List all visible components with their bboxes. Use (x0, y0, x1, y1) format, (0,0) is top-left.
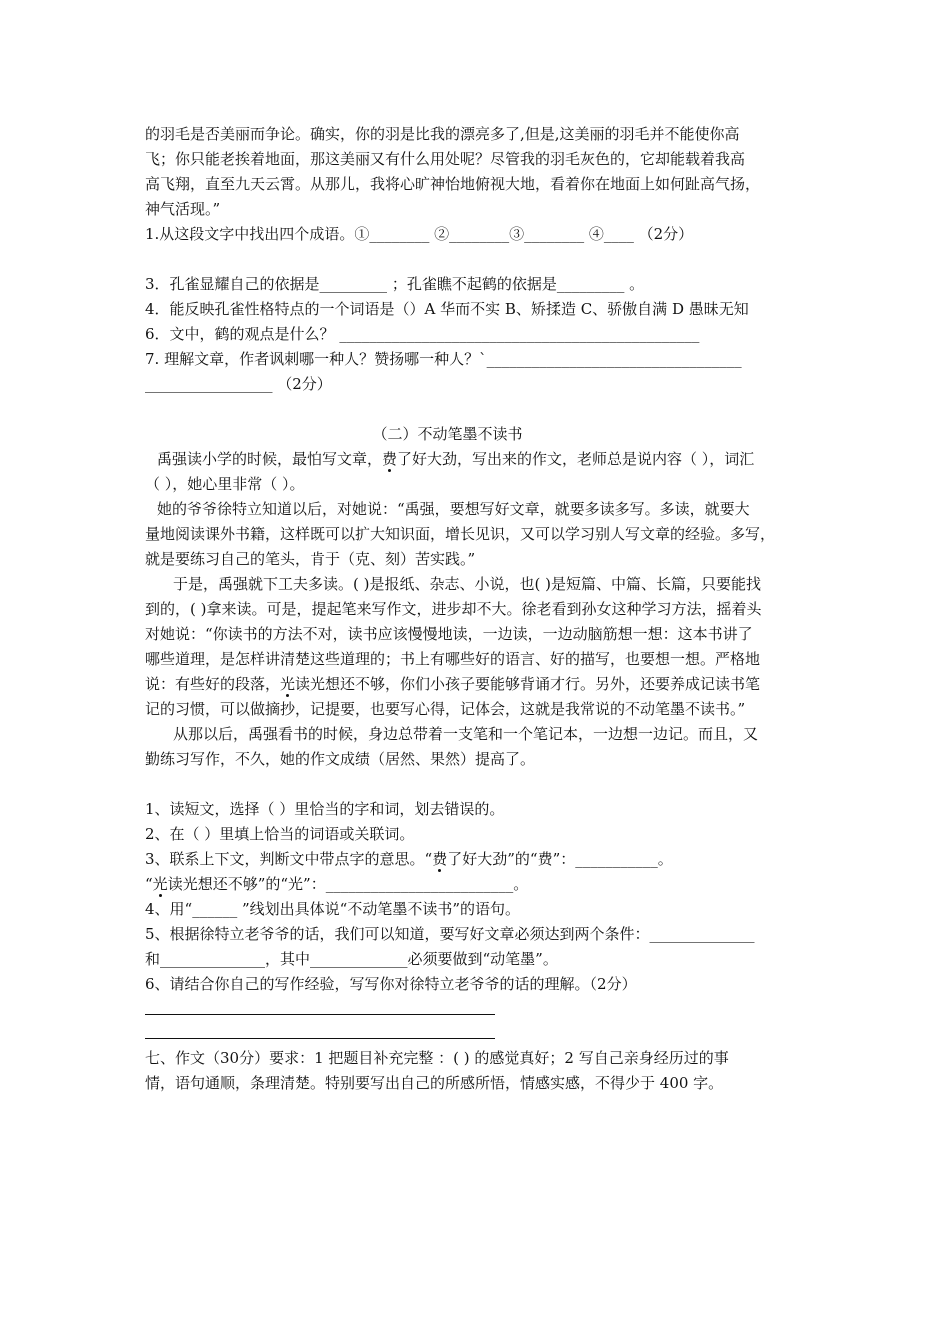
passage-2-line (145, 447, 810, 472)
question-7-satire: 7. 理解文章，作者讽刺哪一种人？赞扬哪一种人？`__________________________________ (145, 350, 742, 368)
question-2-5-continued: 和______________，其中_____________必须要做到“动笔墨”。 (145, 950, 558, 968)
dotted-character: 费 (432, 850, 448, 868)
composition-section (145, 1046, 810, 1096)
question-2-2: 2、在（ ）里填上恰当的词语或关联词。 (145, 825, 415, 843)
question-7-continued: _________________ （2分） (145, 375, 332, 393)
question-3-peacock-basis: 3．孔雀显耀自己的依据是_________ ；孔雀瞧不起鹤的依据是_________ 。 (145, 275, 645, 293)
dotted-character: 光 (152, 875, 168, 893)
text-segment: 读光想还不够”的“光”：_________________________。 (167, 875, 529, 893)
question-6-crane-view: 6．文中，鹤的观点是什么？ ________________________________________________ (145, 325, 700, 343)
composition-line: 情，语句通顺，条理清楚。特别要写出自己的所感所悟，情感实感，不得少于 400 字。 (145, 1074, 724, 1092)
passage-2-line: 就是要练习自己的笔头，肯于（克、刻）苦实践。” (145, 550, 476, 568)
passage-2-line: 于是，禹强就下工夫多读。( )是报纸、杂志、小说，也( )是短篇、中篇、长篇，只要能找 (173, 575, 761, 593)
passage-1-line: 神气活现。” (145, 200, 221, 218)
passage-2-line: 对她说：“你读书的方法不对，读书应该慢慢地读，一边读，一边动脑筋想一想：这本书讲了 (145, 625, 753, 643)
question-2-3-continued (145, 872, 810, 897)
text-segment: 3、联系上下文，判断文中带点字的意思。“ (145, 850, 433, 868)
text-segment: 了好大劲，写出来的作文，老师总是说内容（ ），词汇 (397, 450, 755, 468)
passage-2-line: 勤练习写作，不久，她的作文成绩（居然、果然）提高了。 (145, 750, 536, 768)
text-segment: 读光想还不够，你们小孩子要能够背诵才行。另外，还要养成记读书笔 (295, 675, 761, 693)
passage-2-line: 从那以后，禹强看书的时候，身边总带着一支笔和一个笔记本，一边想一边记。而且，又 (173, 725, 759, 743)
question-4-character-word: 4．能反映孔雀性格特点的一个词语是（）A 华而不实 B、矫揉造 C、骄傲自满 D 愚昧无知 (145, 300, 749, 318)
answer-line[interactable] (145, 1014, 495, 1015)
text-segment: 说：有些好的段落， (145, 675, 281, 693)
passage-2-line: 到的，( )拿来读。可是，提起笔来写作文，进步却不大。徐老看到孙女这种学习方法，摇着头 (145, 600, 762, 618)
passage-1-line: 飞；你只能老挨着地面，那这美丽又有什么用处呢？尽管我的羽毛灰色的，它却能载着我高 (145, 150, 746, 168)
passage-2-line: （ ），她心里非常（ ）。 (145, 475, 305, 493)
text-segment: 了好大劲”的“费”：___________。 (447, 850, 673, 868)
dotted-character: 费 (382, 450, 398, 468)
passage-2-line: 记的习惯，可以做摘抄，记提要，也要写心得，记体会，这就是我常说的不动笔墨不读书。” (145, 700, 746, 718)
passage-1-line: 的羽毛是否美丽而争论。确实，你的羽是比我的漂亮多了,但是,这美丽的羽毛并不能使你高 (145, 125, 740, 143)
passage-2-title: （二）不动笔墨不读书 (372, 425, 523, 443)
passage-2-line: 她的爷爷徐特立知道以后，对她说：“禹强，要想写好文章，就要多读多写。多读，就要大 (157, 500, 750, 518)
composition-line: 七、作文（30分）要求：1 把题目补充完整 ：( ) 的感觉真好；2 写自己亲身经历过的事 (145, 1049, 729, 1067)
text-segment: 禹强读小学的时候，最怕写文章， (157, 450, 383, 468)
passage-2-line: 哪些道理，是怎样讲清楚这些道理的；书上有哪些好的语言、好的描写，也要想一想。严格地 (145, 650, 761, 668)
dotted-character: 光 (280, 675, 296, 693)
passage-2-line: 量地阅读课外书籍，这样既可以扩大知识面，增长见识，又可以学习别人写文章的经验。多写， (145, 525, 776, 543)
question-2-3 (145, 847, 810, 872)
exam-page (145, 122, 810, 997)
passage-2-line (145, 672, 810, 697)
question-1-idioms: 1.从这段文字中找出四个成语。①________ ②________③________ ④____ （2分） (145, 225, 694, 243)
answer-line[interactable] (145, 1038, 495, 1039)
question-2-5: 5、根据徐特立老爷爷的话，我们可以知道，要写好文章必须达到两个条件：______________ (145, 925, 755, 943)
question-2-4: 4、用“______ ”线划出具体说“不动笔墨不读书”的语句。 (145, 900, 520, 918)
passage-1 (145, 122, 810, 222)
text-segment: “ (145, 875, 153, 893)
questions-2 (145, 797, 810, 997)
passage-2 (145, 447, 810, 772)
question-2-1: 1、读短文，选择（ ）里恰当的字和词，划去错误的。 (145, 800, 505, 818)
question-2-6: 6、请结合你自己的写作经验，写写你对徐特立老爷爷的话的理解。（2分） (145, 975, 637, 993)
passage-1-line: 高飞翔，直至九天云霄。从那儿，我将心旷神怡地俯视大地，看着你在地面上如何趾高气扬， (145, 175, 761, 193)
